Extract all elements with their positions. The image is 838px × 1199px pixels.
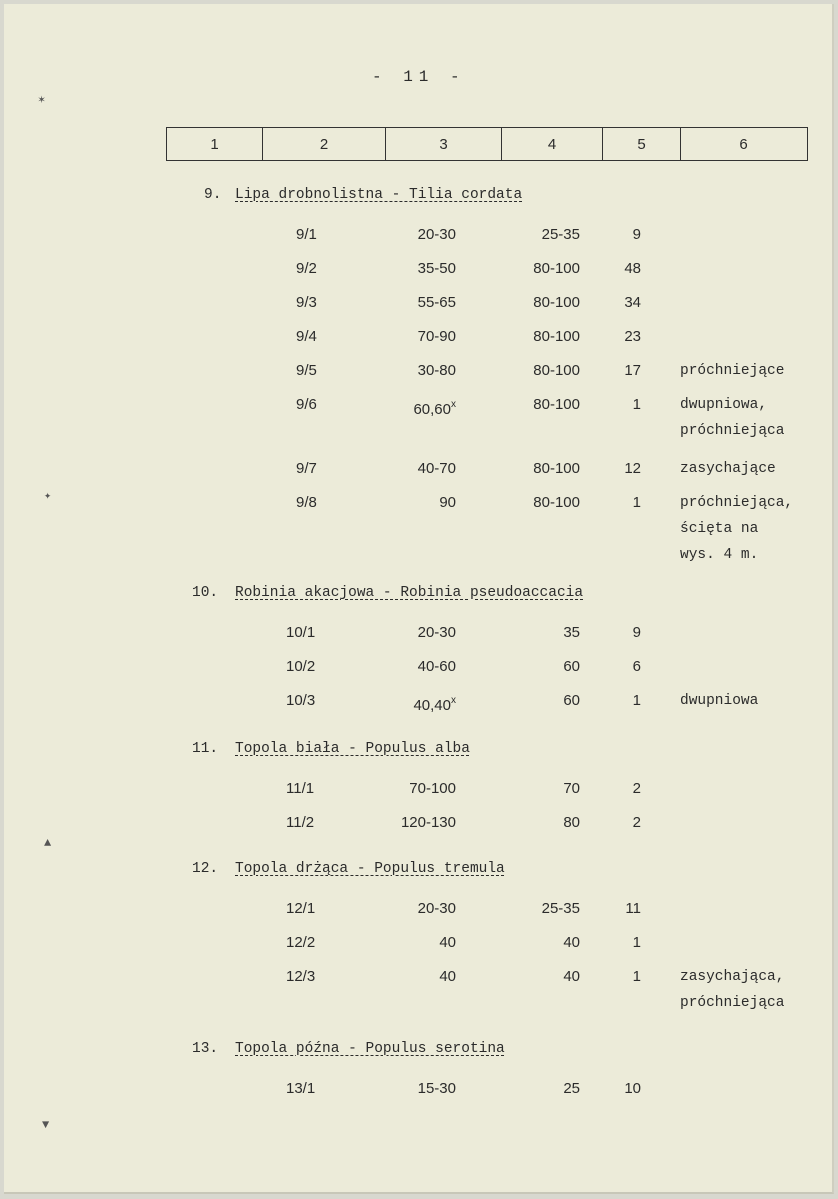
row-diameter — [384, 294, 456, 312]
row-count: 10 — [624, 1080, 641, 1097]
document-page — [4, 4, 834, 1194]
row-diameter-value: 70-100 — [409, 780, 456, 797]
section-title-text: Topola drżąca - Populus tremula — [235, 861, 505, 877]
row-remark: próchniejąca — [680, 995, 785, 1011]
margin-mark: ✦ — [44, 489, 52, 503]
column-header-table — [166, 127, 808, 161]
header-col-1: 1 — [167, 128, 263, 160]
header-col-4: 4 — [502, 128, 603, 160]
row-height: 80-100 — [533, 494, 580, 511]
row-remark: próchniejące — [680, 363, 785, 379]
row-remark: wys. 4 m. — [680, 547, 759, 563]
row-count: 9 — [632, 226, 641, 243]
row-id: 9/6 — [296, 396, 317, 413]
row-id: 12/1 — [286, 900, 316, 917]
row-diameter — [384, 362, 456, 380]
row-diameter-value: 40-70 — [417, 460, 456, 477]
row-diameter-value: 40 — [439, 934, 456, 951]
header-col-6: 6 — [739, 135, 748, 153]
row-diameter — [384, 1080, 456, 1098]
row-id: 13/1 — [286, 1080, 316, 1097]
row-count: 48 — [624, 260, 641, 277]
row-id: 10/3 — [286, 692, 316, 709]
row-height: 70 — [563, 780, 580, 797]
row-diameter — [384, 934, 456, 952]
row-diameter-value: 20-30 — [417, 624, 456, 641]
row-diameter-value: 40,40 — [413, 697, 451, 714]
section-number: 10. — [192, 585, 219, 601]
row-diameter — [384, 328, 456, 346]
row-height: 80-100 — [533, 460, 580, 477]
row-diameter — [384, 780, 456, 798]
row-height: 35 — [563, 624, 580, 641]
row-height: 60 — [563, 658, 580, 675]
row-id: 9/7 — [296, 460, 317, 477]
row-height: 40 — [563, 968, 580, 985]
section-title — [235, 186, 522, 204]
section-number: 12. — [192, 861, 219, 877]
section-number: 13. — [192, 1041, 219, 1057]
row-id: 11/1 — [286, 780, 315, 797]
section-title — [235, 740, 470, 758]
section-title-text: Topola biała - Populus alba — [235, 741, 470, 757]
section-title — [235, 1040, 505, 1058]
row-height: 80-100 — [533, 294, 580, 311]
row-diameter-value: 30-80 — [417, 362, 456, 379]
row-diameter-value: 120-130 — [400, 814, 456, 831]
row-id: 9/1 — [296, 226, 317, 243]
row-height: 80-100 — [533, 260, 580, 277]
section-title-text: Robinia akacjowa - Robinia pseudoaccacia — [235, 585, 584, 601]
row-count: 2 — [632, 814, 641, 831]
section-title-text: Lipa drobnolistna - Tilia cordata — [235, 187, 523, 203]
row-height: 25 — [563, 1080, 580, 1097]
margin-mark: ▲ — [44, 836, 52, 850]
row-height: 25-35 — [541, 900, 580, 917]
row-remark: ścięta na — [680, 521, 759, 537]
row-diameter-value: 15-30 — [417, 1080, 456, 1097]
row-height: 40 — [563, 934, 580, 951]
row-count: 1 — [632, 934, 641, 951]
row-diameter-value: 20-30 — [417, 900, 456, 917]
row-id: 9/5 — [296, 362, 317, 379]
row-diameter — [384, 460, 456, 478]
header-col-3: 3 — [386, 128, 502, 160]
row-count: 23 — [624, 328, 641, 345]
row-diameter-value: 40-60 — [417, 658, 456, 675]
row-height: 80-100 — [533, 362, 580, 379]
row-diameter-sup: x — [451, 695, 456, 706]
margin-mark: ▼ — [42, 1118, 50, 1132]
row-diameter-value: 40 — [439, 968, 456, 985]
row-id: 9/8 — [296, 494, 317, 511]
row-id: 9/3 — [296, 294, 317, 311]
row-diameter-value: 35-50 — [417, 260, 456, 277]
row-remark: próchniejąca — [680, 423, 785, 439]
row-id: 12/2 — [286, 934, 316, 951]
row-diameter-value: 20-30 — [417, 226, 456, 243]
page-number: - 11 - — [372, 68, 466, 86]
row-id: 10/2 — [286, 658, 316, 675]
section-title — [235, 584, 583, 602]
row-remark: zasychające — [680, 461, 776, 477]
row-diameter — [384, 968, 456, 986]
row-diameter-value: 55-65 — [417, 294, 456, 311]
row-diameter — [384, 396, 456, 419]
row-diameter — [384, 658, 456, 676]
row-id: 9/4 — [296, 328, 317, 345]
row-id: 9/2 — [296, 260, 317, 277]
row-diameter-value: 90 — [439, 494, 456, 511]
row-diameter — [384, 900, 456, 918]
row-remark: dwupniowa, — [680, 397, 768, 413]
row-count: 1 — [632, 968, 641, 985]
row-diameter-value: 60,60 — [413, 401, 451, 418]
header-col-2: 2 — [263, 128, 386, 160]
row-height: 80-100 — [533, 328, 580, 345]
section-title — [235, 860, 505, 878]
section-number: 9. — [204, 187, 222, 203]
row-diameter — [384, 814, 456, 832]
row-remark: zasychająca, — [680, 969, 785, 985]
row-count: 2 — [632, 780, 641, 797]
row-diameter — [384, 624, 456, 642]
row-height: 80 — [563, 814, 580, 831]
row-remark: dwupniowa — [680, 693, 759, 709]
row-id: 12/3 — [286, 968, 316, 985]
row-count: 6 — [632, 658, 641, 675]
row-height: 60 — [563, 692, 580, 709]
row-diameter — [384, 260, 456, 278]
row-diameter-value: 70-90 — [417, 328, 456, 345]
row-diameter — [384, 226, 456, 244]
row-id: 11/2 — [286, 814, 315, 831]
row-id: 10/1 — [286, 624, 316, 641]
row-diameter — [384, 494, 456, 512]
header-col-5: 5 — [603, 128, 681, 160]
row-height: 25-35 — [541, 226, 580, 243]
row-height: 80-100 — [533, 396, 580, 413]
row-count: 1 — [632, 692, 641, 709]
row-diameter-sup: x — [451, 399, 456, 410]
row-count: 9 — [632, 624, 641, 641]
section-title-text: Topola późna - Populus serotina — [235, 1041, 505, 1057]
row-count: 1 — [632, 494, 641, 511]
row-remark: próchniejąca, — [680, 495, 794, 511]
row-count: 34 — [624, 294, 641, 311]
row-count: 11 — [625, 900, 641, 917]
margin-mark: ✶ — [38, 93, 46, 107]
section-number: 11. — [192, 741, 219, 757]
row-count: 1 — [632, 396, 641, 413]
row-count: 12 — [624, 460, 641, 477]
row-diameter — [384, 692, 456, 715]
row-count: 17 — [624, 362, 641, 379]
